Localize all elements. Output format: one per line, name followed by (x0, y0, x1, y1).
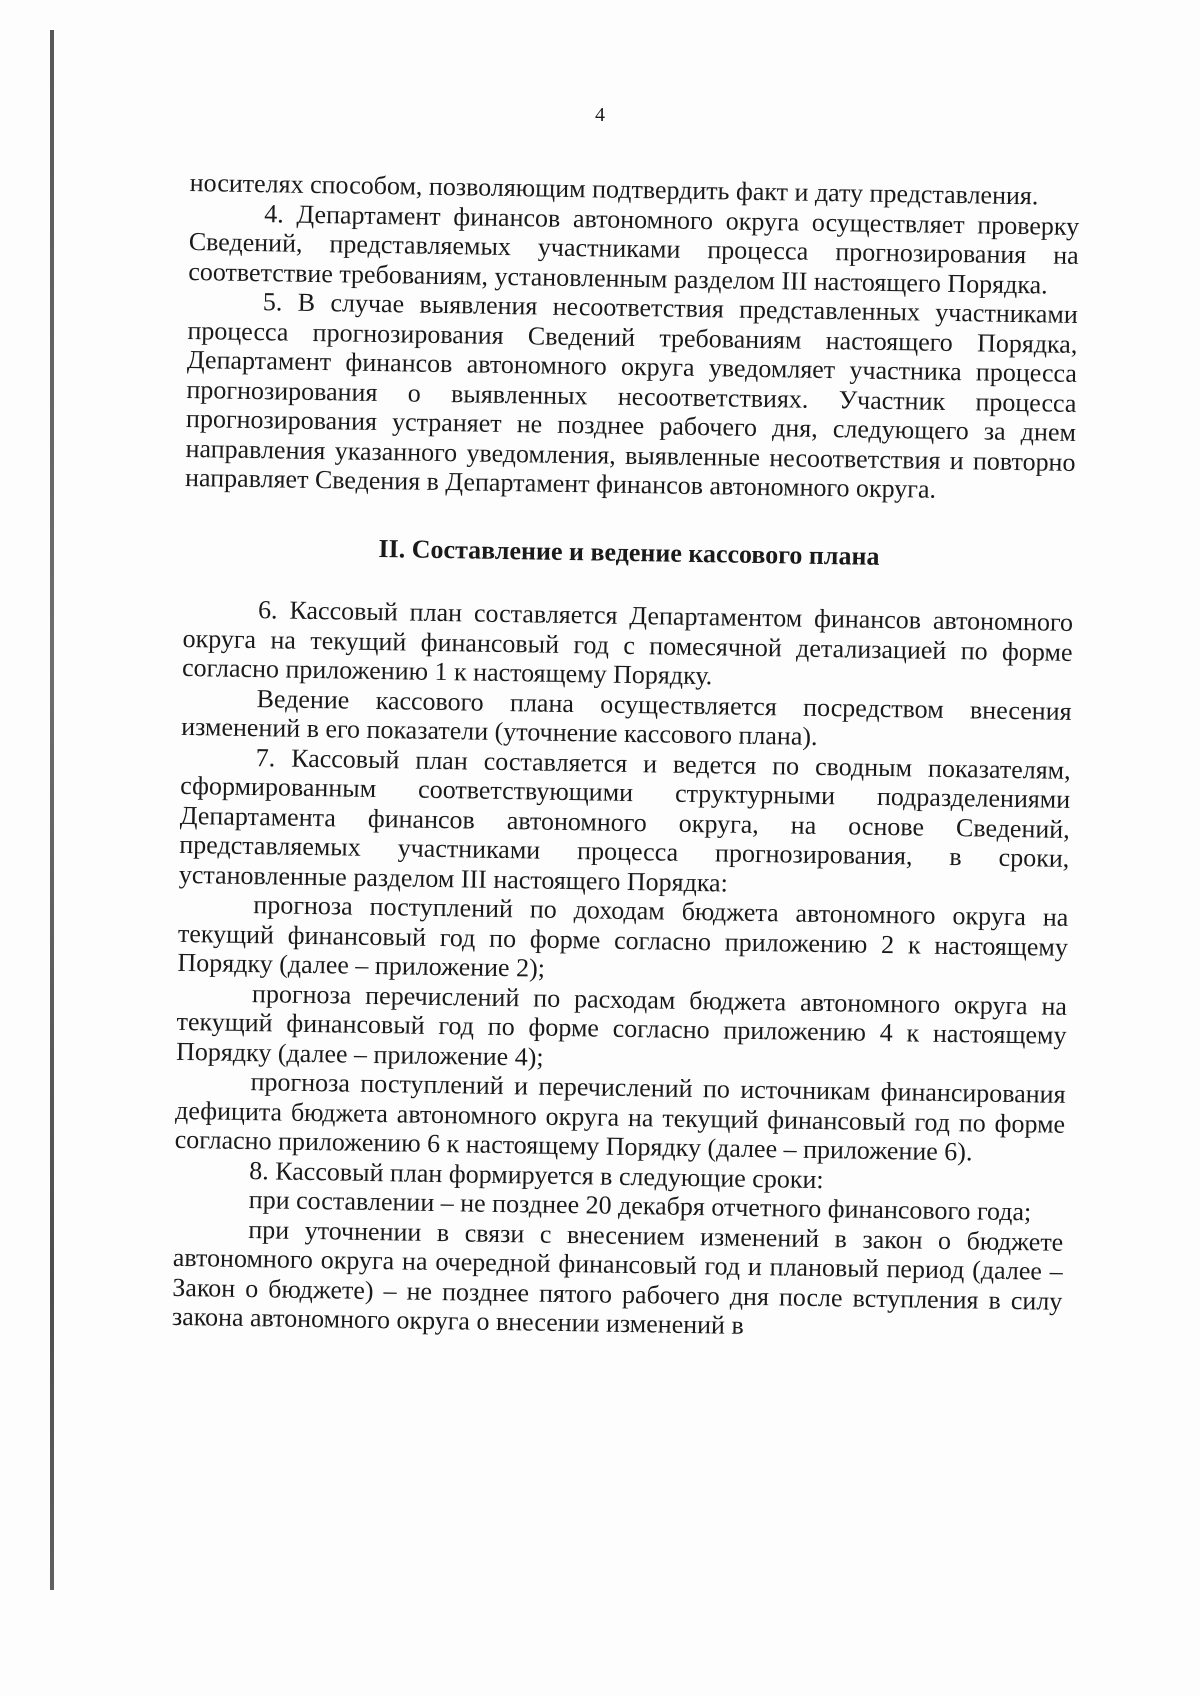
scan-edge-shadow (50, 30, 54, 1590)
paragraph-7: 7. Кассовый план составляется и ведется по сводным показателям, сформированным соответствующими структурными подразделениями Департамента финансов автономного округа, на основе Сведений, представляемых участниками процесса прогнозирования, в сроки, установленные разделом III настоящего Порядка: (178, 742, 1071, 898)
page-number: 4 (595, 104, 605, 126)
list-item-expense-forecast: прогноза перечислений по расходам бюджета автономного округа на текущий финансовый год по форме согласно приложению 4 к настоящему Порядку (далее – приложение 4); (175, 978, 1068, 1072)
list-item-income-forecast: прогноза поступлений по доходам бюджета автономного округа на текущий финансовый год по форме согласно приложению 2 к настоящему Порядку (далее – приложение 2); (177, 890, 1069, 983)
list-item-update-deadline: при уточнении в связи с внесением изменений в закон о бюджете автономного округа на очередной финансовый год и плановый период (далее – Закон о бюджете) – не позднее пятого рабочего дня после вступления в силу закона автономного округа о внесении изменений в (171, 1214, 1064, 1340)
list-item-deficit-sources-forecast: прогноза поступлений и перечислений по источникам финансирования дефицита бюджета автономного округа на текущий финансовый год по форме согласно приложению 6 к настоящему Порядку (далее – приложение 6). (174, 1067, 1066, 1167)
paragraph-6-maintenance: Ведение кассового плана осуществляется посредством внесения изменений в его показатели (уточнение кассового плана). (180, 683, 1072, 751)
paragraph-8: 8. Кассовый план формируется в следующие сроки: (249, 1155, 824, 1194)
paragraph-6: 6. Кассовый план составляется Департаментом финансов автономного округа на текущий финансовый год с помесячной детализацией по форме согласно приложению 1 к настоящему Порядку. (181, 595, 1074, 691)
section-title: II. Составление и ведение кассового плана (378, 533, 880, 571)
paragraph-4: 4. Департамент финансов автономного округа осуществляет проверку Сведений, представляемых участниками процесса прогнозирования на соответствие требованиям, установленным разделом III настоящего Порядка. (188, 198, 1080, 299)
paragraph-5: 5. В случае выявления несоответствия представленных участниками процесса прогнозирования Сведений требованиям настоящего Порядка, Департамент финансов автономного округа уведомляет участника процесса прогнозирования о выявленных несоответствиях. Участник процесса прогнозирования устраняет не позднее рабочего дня, следующего за днем направления указанного уведомления, выявленные несоответствия и повторно направляет Сведения в Департамент финансов автономного округа. (184, 287, 1079, 504)
document-body (172, 168, 1080, 1345)
paragraph-continuation: носителях способом, позволяющим подтвердить факт и дату представления. (189, 168, 1039, 211)
list-item-compilation-deadline: при составлении – не позднее 20 декабря отчетного финансового года; (248, 1185, 1032, 1227)
